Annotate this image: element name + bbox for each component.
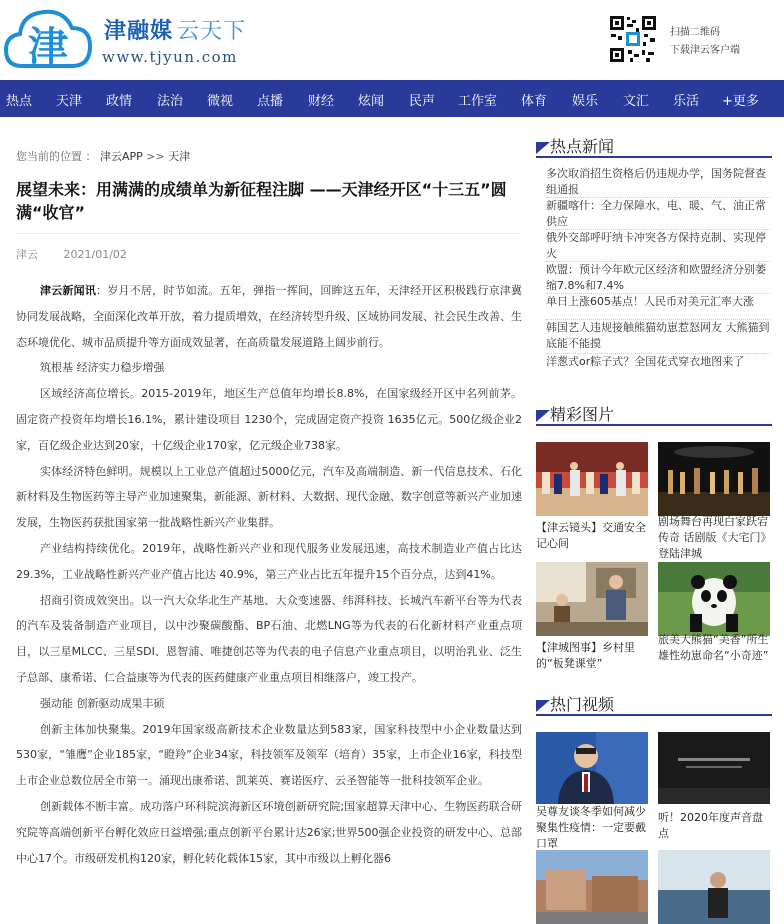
nav-item-3[interactable]: 法治 xyxy=(157,94,184,109)
hot-news-item[interactable]: 多次取消招生资格后仍违规办学，国务院督查组通报 xyxy=(546,166,770,198)
tjyun-cloud-logo-icon[interactable] xyxy=(2,4,94,76)
heading-triangle-icon xyxy=(536,410,550,422)
hot-news-item[interactable]: 单日上涨605基点！人民币对美元汇率大涨 xyxy=(546,294,770,320)
breadcrumb-prefix: 您当前的位置 ： xyxy=(16,150,97,163)
site-header xyxy=(0,0,784,80)
article-paragraph: 创新载体不断丰富。成功落户环科院滨海新区环境创新研究院;国家超算天津中心、生物医药联合研究院等高端创新平台孵化效应日益增强;重点创新平台累计达26家;世界500强企业投资的研发中心、总部中心17个。市级研发机构120家，孵化转化载体15家，其中市级以上孵化器6 xyxy=(16,799,522,865)
breadcrumb-section-link[interactable]: 天津 xyxy=(168,150,191,163)
site-title-main: 津融媒 xyxy=(104,19,174,44)
pic-panda-image[interactable] xyxy=(658,562,770,636)
video-caption[interactable]: 听！2020年度声音盘点 xyxy=(658,811,763,840)
article-lead-source: 津云新闻讯 xyxy=(40,284,97,297)
video-wu-zunyou-thumbnail[interactable] xyxy=(536,732,648,804)
site-title-sub: 云天下 xyxy=(177,19,247,44)
article-lead-text: ：岁月不居，时节如流。五年，弹指一挥间，回眸这五年，天津经开区积极践行京津冀协同发展战略，全面深化改革开放，着力提质增效，在经济转型升级、区域协同发展、社会民生改善、生态环境优化、城市品质提升等方面成效显著，在高质量发展道路上阔步前行。 xyxy=(16,284,523,349)
video-caption[interactable]: 吴尊友谈冬季如何减少聚集性疫情：一定要戴口罩 xyxy=(536,805,646,850)
main-nav xyxy=(0,80,784,117)
video-building-thumbnail[interactable] xyxy=(536,850,648,924)
qr-code-icon xyxy=(608,14,658,64)
hot-news-item[interactable]: 欧盟：预计今年欧元区经济和欧盟经济分别萎缩7.8%和7.4% xyxy=(546,262,770,294)
hot-video-title: 热门视频 xyxy=(550,695,615,714)
pic-caption[interactable]: 【津云镜头】交通安全记心间 xyxy=(536,521,646,550)
hot-news-item[interactable]: 新疆喀什：全力保障水、电、暖、气、油正常供应 xyxy=(546,198,770,230)
article-title-divider xyxy=(16,233,520,234)
qr-caption xyxy=(670,24,740,60)
pic-caption[interactable]: 【津城图事】乡村里的“板凳课堂” xyxy=(536,641,635,670)
nav-item-12[interactable]: 文汇 xyxy=(623,94,650,109)
breadcrumb-separator: >> xyxy=(146,150,165,163)
heading-triangle-icon xyxy=(536,142,550,154)
video-2020-voices-thumbnail[interactable] xyxy=(658,732,770,804)
nav-item-11[interactable]: 娱乐 xyxy=(572,94,599,109)
heading-underline xyxy=(536,714,772,716)
article-lead xyxy=(16,278,522,355)
nav-item-1[interactable]: 天津 xyxy=(56,94,83,109)
article-paragraph: 筑根基 经济实力稳步增强 xyxy=(40,361,165,375)
article-author: 津云 xyxy=(16,248,38,261)
pic-caption[interactable]: 旅美大熊猫“美香”所生雄性幼崽命名“小奇迹” xyxy=(658,633,769,662)
qr-caption-line2: 下载津云客户端 xyxy=(670,45,740,56)
nav-item-10[interactable]: 体育 xyxy=(521,94,548,109)
article-paragraph: 强动能 创新驱动成果丰硕 xyxy=(40,696,165,710)
video-lake-thumbnail[interactable] xyxy=(658,850,770,924)
pic-rural-class-image[interactable] xyxy=(536,562,648,636)
article-body xyxy=(16,278,522,871)
pic-caption[interactable]: 剧场舞台再现白家跃宕传奇 话剧版《大宅门》登陆津城 xyxy=(658,515,772,560)
hot-news-item[interactable]: 韩国艺人违规接触熊猫幼崽惹怒网友 大熊猫到底能不能摸 xyxy=(546,320,770,354)
heading-underline xyxy=(536,424,772,426)
logo-char: 津 xyxy=(28,24,68,70)
nav-item-14[interactable]: +更多 xyxy=(722,94,759,109)
hot-news-heading xyxy=(536,134,772,160)
qr-caption-line1: 扫描二维码 xyxy=(670,27,720,38)
article-paragraph: 产业结构持续优化。2019年，战略性新兴产业和现代服务业发展迅速，高技术制造业产值占比达29.3%，工业战略性新兴产业产值占比达 40.9%，第三产业占比五年提升15个百分点，达到41%。 xyxy=(16,541,522,581)
heading-triangle-icon xyxy=(536,700,550,712)
site-title xyxy=(104,14,246,45)
pic-traffic-safety-image[interactable] xyxy=(536,442,648,516)
article-date: 2021/01/02 xyxy=(63,248,127,261)
hot-news-list xyxy=(546,166,770,374)
nav-item-4[interactable]: 微视 xyxy=(207,94,234,109)
article-title: 展望未来：用满满的成绩单为新征程注脚 ——天津经开区“十三五”圆满“收官” xyxy=(16,180,507,222)
article-paragraph: 招商引资成效突出。以一汽大众华北生产基地、大众变速器、纬湃科技、长城汽车新平台等为代表的汽车及装备制造产业项目，以中沙聚碳酸酯、BP石油、北燃LNG等为代表的石化新材料产业重点项目，以三星MLCC、三星SDI、恩智浦、唯捷创芯等为代表的电子信息产业重点项目，以明治乳业、泛生子总部、康希诺、仁合益康等为代表的医药健康产业重点项目相继落户，竣工投产。 xyxy=(16,593,522,684)
breadcrumb xyxy=(16,148,190,164)
nav-item-5[interactable]: 点播 xyxy=(257,94,284,109)
article-paragraph: 实体经济特色鲜明。规模以上工业总产值超过5000亿元，汽车及高端制造、新一代信息技术、石化新材料及生物医药等主导产业加速聚集，新能源、新材料、大数据、现代金融、数字创意等新兴产业加速发展，生物医药获批国家第一批战略性新兴产业集群。 xyxy=(16,464,522,530)
site-url: www.tjyun.com xyxy=(102,48,238,66)
hot-news-item[interactable]: 俄外交部呼吁纳卡冲突各方保持克制、实现停火 xyxy=(546,230,770,262)
pic-drama-stage-image[interactable] xyxy=(658,442,770,516)
hot-news-item[interactable]: 洋葱式or粽子式？全国花式穿衣地图来了 xyxy=(546,355,745,368)
hot-video-heading xyxy=(536,692,772,718)
breadcrumb-app-link[interactable]: 津云APP xyxy=(100,150,143,163)
nav-item-6[interactable]: 财经 xyxy=(308,94,335,109)
nav-item-9[interactable]: 工作室 xyxy=(458,94,498,109)
article-paragraph: 区域经济高位增长。2015-2019年，地区生产总值年均增长8.8%，在国家级经开区中名列前茅。固定资产投资年均增长16.1%，累计建设项目 1230个，完成固定资产投资 1635亿元。500亿级企业2家，百亿级企业达到20家，十亿级企业170家，亿元级企业738家。 xyxy=(16,387,522,452)
nav-item-8[interactable]: 民声 xyxy=(409,94,436,109)
hot-news-title: 热点新闻 xyxy=(550,137,615,156)
article-paragraph: 创新主体加快聚集。2019年国家级高新技术企业数量达到583家，国家科技型中小企业数量达到530家，“雏鹰”企业185家，“瞪羚”企业34家，科技领军及领军（培育）35家，上市企业16家，科技型上市企业总数位居全市第一。涌现出康希诺、凯莱英、赛诺医疗、云圣智能等一批科技领军企业。 xyxy=(16,722,522,788)
nav-item-0[interactable]: 热点 xyxy=(6,94,33,109)
article-meta xyxy=(16,246,149,262)
nav-item-2[interactable]: 政情 xyxy=(106,94,133,109)
pictures-title: 精彩图片 xyxy=(550,405,615,424)
pictures-heading xyxy=(536,402,772,428)
nav-item-13[interactable]: 乐活 xyxy=(673,94,700,109)
heading-underline xyxy=(536,156,772,158)
nav-item-7[interactable]: 炫闻 xyxy=(358,94,385,109)
